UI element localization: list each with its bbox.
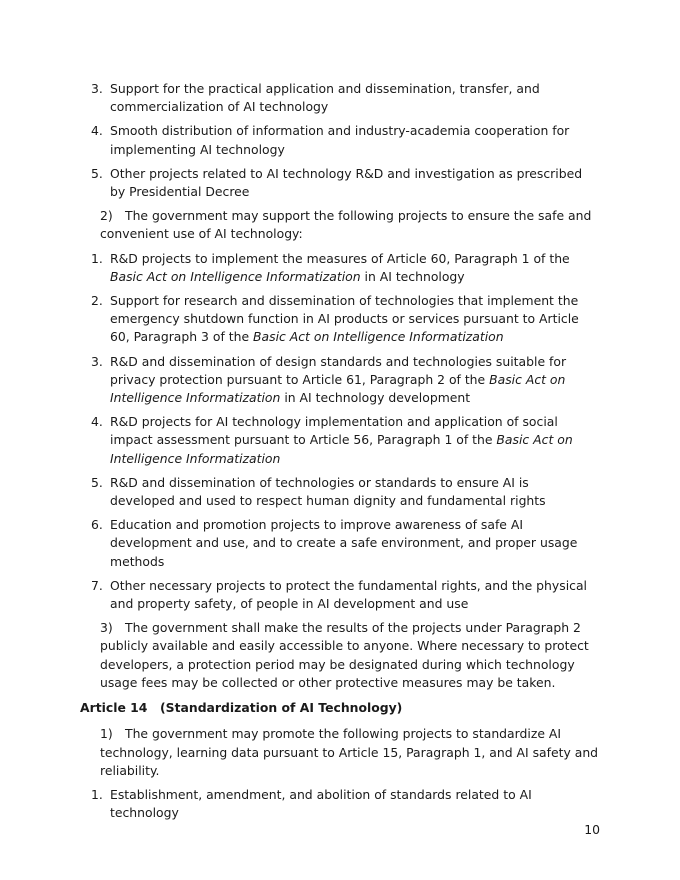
item-text: Smooth distribution of information and industry-academia cooperation for implementing AI technology xyxy=(110,123,570,157)
item-number: 4. xyxy=(91,414,103,430)
page-content xyxy=(0,80,680,828)
paragraph-number: 3) xyxy=(100,620,113,636)
item-number: 1. xyxy=(91,786,103,802)
list-item xyxy=(0,474,680,510)
item-number: 4. xyxy=(91,123,103,139)
item-text: Support for the practical application and dissemination, transfer, and commercialization of AI technology xyxy=(110,81,540,115)
list-item xyxy=(0,413,680,468)
item-number: 2. xyxy=(91,293,103,309)
list-item xyxy=(0,577,680,613)
item-text-after: in AI technology development xyxy=(280,390,471,406)
item-number: 7. xyxy=(91,577,103,593)
item-number: 5. xyxy=(91,474,103,490)
item-number: 3. xyxy=(91,81,103,96)
list-item xyxy=(0,80,680,116)
list-item xyxy=(0,786,680,822)
item-text-before: Support for research and dissemination of technologies that implement the emergency shutdown function in AI products or services pursuant to Article 60, Paragraph 3 of the xyxy=(110,293,579,345)
item-number: 6. xyxy=(91,517,103,533)
list-item xyxy=(0,250,680,286)
item-number: 1. xyxy=(91,250,103,266)
article-title: (Standardization of AI Technology) xyxy=(160,700,403,716)
paragraph-1 xyxy=(0,725,680,780)
item-text-after: in AI technology xyxy=(360,268,465,284)
act-title: Basic Act on Intelligence Informatization xyxy=(110,371,566,406)
list-item xyxy=(0,292,680,347)
item-number: 5. xyxy=(91,165,103,181)
item-text: R&D and dissemination of technologies or standards to ensure AI is developed and used to respect human dignity and fundamental rights xyxy=(110,474,546,509)
act-title: Basic Act on Intelligence Informatization xyxy=(110,268,361,284)
article-number: Article 14 xyxy=(80,700,148,716)
item-text-before: R&D projects to implement the measures of Article 60, Paragraph 1 of the xyxy=(110,250,570,266)
list-item xyxy=(0,122,680,158)
item-number: 3. xyxy=(91,353,103,369)
paragraph-text: The government shall make the results of the projects under Paragraph 2 publicly available and easily accessible to anyone. Where necessary to protect developers, a protection period may be designated during which technology usage fees may be collected or other protective measures may be taken. xyxy=(100,620,589,690)
paragraph-2 xyxy=(0,207,680,243)
item-text: Education and promotion projects to improve awareness of safe AI development and use, and to create a safe environment, and proper usage methods xyxy=(110,517,578,569)
act-title: Basic Act on Intelligence Informatization xyxy=(110,432,573,466)
item-text-before: R&D and dissemination of design standards and technologies suitable for privacy protection pursuant to Article 61, Paragraph 2 of the xyxy=(110,353,567,387)
page-number: 10 xyxy=(584,822,600,837)
list-item xyxy=(0,165,680,201)
item-text-before: R&D projects for AI technology implementation and application of social impact assessment pursuant to Article 56, Paragraph 1 of the xyxy=(110,414,558,448)
paragraph-number: 1) xyxy=(100,726,113,742)
paragraph-3 xyxy=(0,619,680,692)
list-item xyxy=(0,353,680,408)
paragraph-text: The government may support the following projects to ensure the safe and convenient use of AI technology: xyxy=(100,208,592,242)
item-text: Other necessary projects to protect the fundamental rights, and the physical and property safety, of people in AI development and use xyxy=(110,577,587,612)
list-item xyxy=(0,516,680,571)
article-heading xyxy=(0,699,680,717)
act-title: Basic Act on Intelligence Informatization xyxy=(253,329,504,345)
item-text: Establishment, amendment, and abolition of standards related to AI technology xyxy=(110,786,532,821)
paragraph-text: The government may promote the following projects to standardize AI technology, learning data pursuant to Article 15, Paragraph 1, and AI safety and reliability. xyxy=(100,726,599,778)
paragraph-number: 2) xyxy=(100,208,113,224)
item-text: Other projects related to AI technology R&D and investigation as prescribed by Presidential Decree xyxy=(110,165,583,200)
